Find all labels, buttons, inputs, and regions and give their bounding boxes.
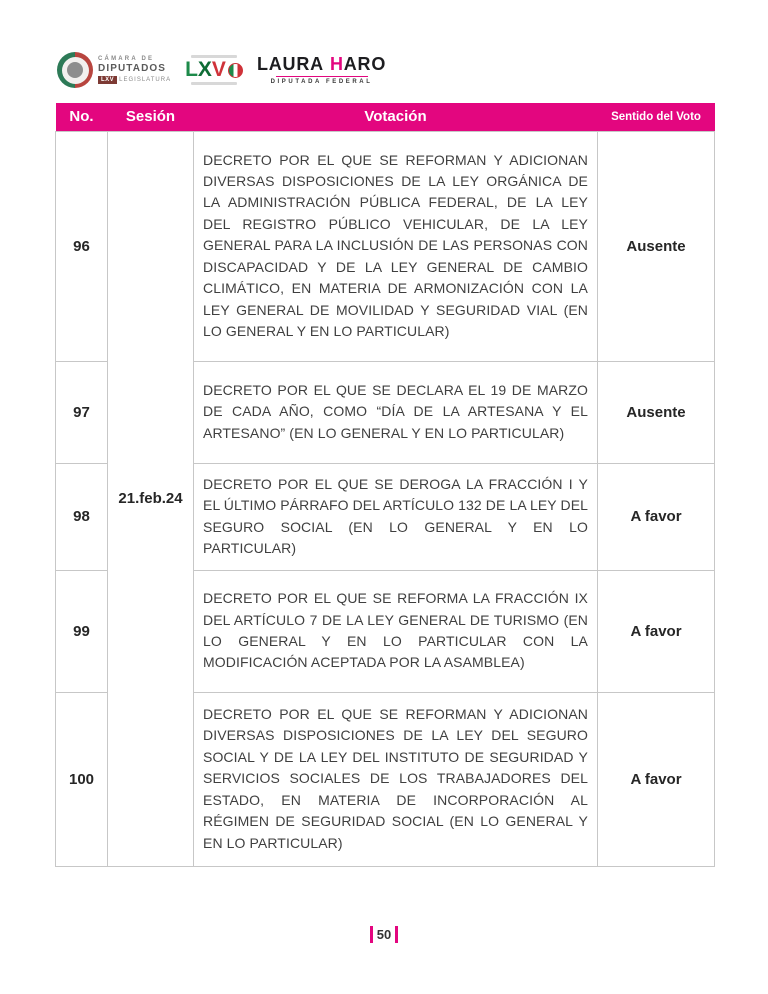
row-100-sentido: A favor (598, 692, 715, 866)
col-header-votacion: Votación (194, 103, 598, 131)
table-row (56, 131, 715, 361)
session-date-cell: 21.feb.24 (108, 131, 194, 866)
row-98-votacion: DECRETO POR EL QUE SE DEROGA LA FRACCIÓN I Y EL ÚLTIMO PÁRRAFO DEL ARTÍCULO 132 DE LA LEY DEL SEGURO SOCIAL (EN LO GENERAL Y EN LO PARTICULAR) (194, 463, 598, 570)
camara-seal-icon (57, 52, 93, 88)
row-99-number: 99 (56, 570, 108, 692)
row-97-votacion: DECRETO POR EL QUE SE DECLARA EL 19 DE MARZO DE CADA AÑO, COMO “DÍA DE LA ARTESANA Y EL ARTESANO” (EN LO GENERAL Y EN LO PARTICULAR) (194, 361, 598, 463)
row-99-votacion: DECRETO POR EL QUE SE REFORMA LA FRACCIÓN IX DEL ARTÍCULO 7 DE LA LEY GENERAL DE TURISMO (EN LO GENERAL Y EN LO PARTICULAR CON LA MODIFICACIÓN ACEPTADA POR LA ASAMBLEA) (194, 570, 598, 692)
row-100-number: 100 (56, 692, 108, 866)
lxv-small-text-bottom (191, 82, 237, 85)
pri-emblem-icon (228, 63, 243, 78)
lxv-letter-l: L (185, 58, 197, 81)
laura-haro-name (257, 55, 386, 74)
camara-line2: DIPUTADOS (98, 62, 167, 74)
page-footer (0, 926, 768, 943)
row-98-number: 98 (56, 463, 108, 570)
camara-legislature (98, 76, 171, 85)
laura-last-name-rest: ARO (343, 53, 387, 74)
lxv-letter-x: X (197, 58, 211, 81)
camara-lxv-badge: LXV (98, 76, 117, 85)
camara-seal-eagle (67, 62, 83, 78)
row-96-number: 96 (56, 131, 108, 361)
camara-logo-text (98, 56, 171, 84)
header-logos (57, 52, 386, 88)
laura-haro-logo (257, 55, 386, 86)
row-97-sentido: Ausente (598, 361, 715, 463)
row-98-sentido: A favor (598, 463, 715, 570)
row-96-votacion: DECRETO POR EL QUE SE REFORMAN Y ADICIONAN DIVERSAS DISPOSICIONES DE LA LEY ORGÁNICA DE LA ADMINISTRACIÓN PÚBLICA FEDERAL, DE LA LEY DEL REGISTRO PÚBLICO VEHICULAR, DE LA LEY GENERAL PARA LA INCLUSIÓN DE LAS PERSONAS CON DISCAPACIDAD Y DE LA LEY GENERAL DE CAMBIO CLIMÁTICO, EN MATERIA DE ARMONIZACIÓN CON LA LEY GENERAL DE MOVILIDAD Y SEGURIDAD VIAL (EN LO GENERAL Y EN LO PARTICULAR) (194, 131, 598, 361)
lxv-letters (185, 60, 243, 80)
laura-subtitle: DIPUTADA FEDERAL (270, 79, 373, 86)
laura-pink-rule (276, 76, 368, 78)
col-header-sesion: Sesión (108, 103, 194, 131)
col-header-sentido: Sentido del Voto (598, 103, 715, 131)
page-number: 50 (376, 927, 392, 942)
camara-legislature-word: LEGISLATURA (119, 76, 172, 83)
footer-right-bar (395, 926, 398, 943)
lxv-letter-v: V (211, 58, 225, 81)
voting-record-table (55, 103, 715, 867)
row-96-sentido: Ausente (598, 131, 715, 361)
camara-diputados-logo (57, 52, 171, 88)
row-97-number: 97 (56, 361, 108, 463)
camara-line1: CÁMARA DE (98, 55, 155, 62)
lxv-legislatura-logo (185, 55, 243, 85)
row-100-votacion: DECRETO POR EL QUE SE REFORMAN Y ADICIONAN DIVERSAS DISPOSICIONES DE LA LEY DEL SEGURO SOCIAL Y DE LA LEY DEL INSTITUTO DE SEGURIDAD Y SERVICIOS SOCIALES DE LOS TRABAJADORES DEL ESTADO, EN MATERIA DE INCORPORACIÓN AL RÉGIMEN DE SEGURIDAD SOCIAL (EN LO GENERAL Y EN LO PARTICULAR) (194, 692, 598, 866)
footer-left-bar (370, 926, 373, 943)
row-99-sentido: A favor (598, 570, 715, 692)
laura-first-name: LAURA (256, 53, 324, 74)
col-header-no: No. (56, 103, 108, 131)
laura-h-glyph: H (329, 53, 344, 74)
camara-seal-inner (62, 57, 89, 84)
table-header-row (56, 103, 715, 131)
